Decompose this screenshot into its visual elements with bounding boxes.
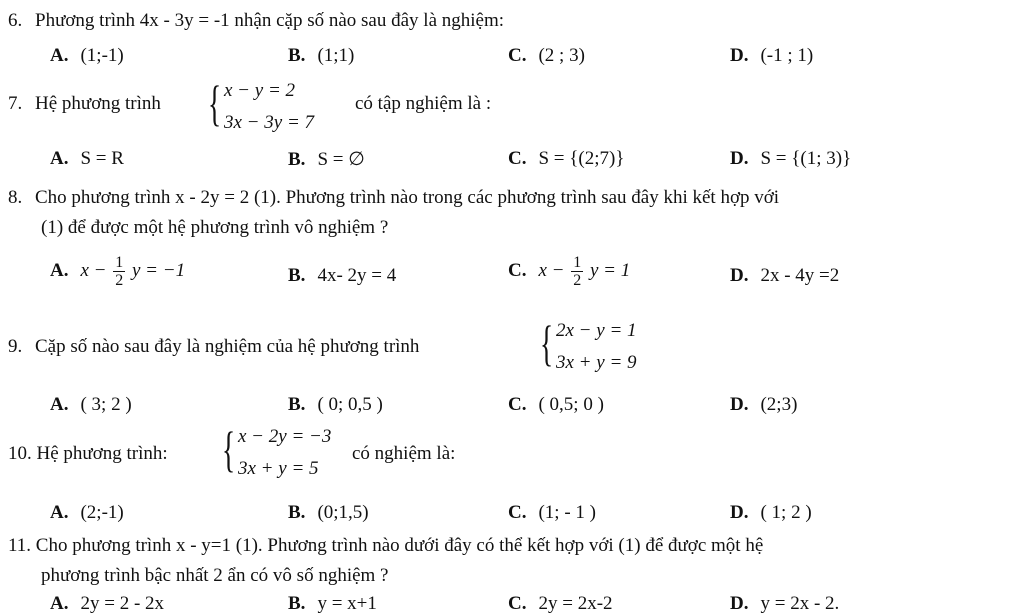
question-6: [8, 10, 504, 32]
question-number: 8.: [8, 187, 23, 208]
question-number: 6.: [8, 10, 23, 31]
question-number: 10.: [8, 443, 32, 464]
option-letter: A.: [50, 45, 69, 66]
q10-option-b: [288, 502, 369, 524]
option-text: 2y = 2 - 2x: [80, 593, 165, 614]
question-text-line-1: Cho phương trình x - y=1 (1). Phương trình nào dưới đây có thể kết hợp với (1) để được một hệ: [35, 535, 764, 556]
q8-option-d: [730, 265, 839, 287]
fraction-denominator: 2: [573, 272, 582, 289]
question-number: 9.: [8, 336, 23, 357]
option-letter: C.: [508, 148, 527, 169]
q7-trailing-text: có tập nghiệm là :: [355, 93, 492, 114]
option-letter: B.: [288, 149, 306, 170]
option-text: (1;-1): [80, 45, 124, 66]
q11-option-d: [730, 593, 839, 615]
question-text: Hệ phương trình:: [36, 443, 168, 464]
option-text: ( 1; 2 ): [760, 502, 812, 523]
q10-option-d: [730, 502, 812, 524]
option-letter: B.: [288, 394, 306, 415]
question-7: [8, 93, 161, 115]
option-text: S = {(2;7)}: [538, 148, 625, 169]
q7-option-d: [730, 148, 851, 170]
fraction-denominator: 2: [115, 272, 124, 289]
equation-1: 2x − y = 1: [556, 320, 637, 341]
option-text: (0;1,5): [317, 502, 369, 523]
q10-trailing-text: có nghiệm là:: [352, 443, 456, 464]
option-text: (-1 ; 1): [760, 45, 814, 66]
option-text: (2;-1): [80, 502, 124, 523]
option-letter: D.: [730, 45, 749, 66]
equation-2: 3x − 3y = 7: [224, 112, 315, 133]
option-letter: A.: [50, 502, 69, 523]
option-letter: D.: [730, 265, 749, 286]
q6-option-c: [508, 45, 585, 67]
question-text: Cặp số nào sau đây là nghiệm của hệ phương trình: [35, 336, 420, 357]
option-letter: B.: [288, 502, 306, 523]
option-letter: A.: [50, 148, 69, 169]
option-letter: C.: [508, 45, 527, 66]
question-number: 7.: [8, 93, 23, 114]
option-letter: B.: [288, 45, 306, 66]
equation-2: 3x + y = 9: [556, 352, 637, 373]
option-text: 2x - 4y =2: [760, 265, 840, 286]
option-letter: B.: [288, 593, 306, 614]
equation-2: 3x + y = 5: [238, 458, 319, 479]
option-text: 4x- 2y = 4: [317, 265, 397, 286]
brace-symbol: {: [208, 75, 222, 131]
fraction-numerator: 1: [115, 254, 124, 271]
q7-equation-system: [208, 75, 348, 138]
question-text-line-1: Cho phương trình x - 2y = 2 (1). Phương trình nào trong các phương trình sau đây khi kết hợp với: [35, 187, 780, 208]
q7-option-c: [508, 148, 624, 170]
brace-symbol: {: [222, 421, 236, 477]
option-text: (1; - 1 ): [538, 502, 596, 523]
q10-equation-system: [222, 421, 352, 484]
option-letter: A.: [50, 593, 69, 614]
option-letter: A.: [50, 394, 69, 415]
option-text: (2;3): [760, 394, 798, 415]
option-letter: D.: [730, 148, 749, 169]
question-text-line-2: (1) để được một hệ phương trình vô nghiệm ?: [41, 217, 389, 238]
option-letter: C.: [508, 394, 527, 415]
option-letter: A.: [50, 259, 69, 281]
fraction: [113, 254, 125, 289]
equation-1: x − y = 2: [224, 80, 296, 101]
expr-part: x −: [80, 259, 107, 281]
expr-part: y = 1: [590, 259, 631, 281]
question-10: [8, 443, 168, 465]
option-text: S = {(1; 3)}: [760, 148, 852, 169]
option-text: (1;1): [317, 45, 355, 66]
q7-option-b: [288, 148, 365, 171]
q6-option-b: [288, 45, 354, 67]
option-letter: B.: [288, 265, 306, 286]
expr-part: y = −1: [132, 259, 186, 281]
q9-option-a: [50, 394, 132, 416]
option-text: S = ∅: [317, 149, 365, 170]
q10-option-c: [508, 502, 596, 524]
q9-option-b: [288, 394, 383, 416]
option-text: 2y = 2x-2: [538, 593, 613, 614]
brace-symbol: {: [540, 315, 554, 371]
q11-option-b: [288, 593, 377, 615]
option-text: S = R: [80, 148, 124, 169]
q9-equation-system: [540, 315, 670, 378]
q6-option-a: [50, 45, 124, 67]
question-8: [8, 187, 779, 209]
option-text: (2 ; 3): [538, 45, 585, 66]
option-text: ( 0; 0,5 ): [317, 394, 383, 415]
option-letter: D.: [730, 394, 749, 415]
option-letter: C.: [508, 593, 527, 614]
option-letter: C.: [508, 502, 527, 523]
q8-option-c: [508, 254, 630, 289]
q10-option-a: [50, 502, 124, 524]
question-text: Phương trình 4x - 3y = -1 nhận cặp số nào sau đây là nghiệm:: [35, 10, 505, 31]
q9-option-d: [730, 394, 797, 416]
question-9: [8, 336, 419, 358]
question-number: 11.: [8, 535, 32, 556]
q7-option-a: [50, 148, 124, 170]
q6-option-d: [730, 45, 813, 67]
fraction: [571, 254, 583, 289]
option-text: ( 0,5; 0 ): [538, 394, 604, 415]
q8-option-b: [288, 265, 396, 287]
expr-part: x −: [538, 259, 565, 281]
question-11: [8, 535, 763, 557]
fraction-numerator: 1: [573, 254, 582, 271]
equation-1: x − 2y = −3: [238, 426, 332, 447]
question-text: Hệ phương trình: [35, 93, 161, 114]
option-text: y = x+1: [317, 593, 377, 614]
option-text: ( 3; 2 ): [80, 394, 132, 415]
q9-option-c: [508, 394, 604, 416]
question-text-line-2: phương trình bậc nhất 2 ẩn có vô số nghiệm ?: [41, 565, 389, 586]
option-letter: D.: [730, 593, 749, 614]
option-text: y = 2x - 2.: [760, 593, 840, 614]
q8-option-a: [50, 254, 185, 289]
option-letter: D.: [730, 502, 749, 523]
q11-option-c: [508, 593, 613, 615]
option-letter: C.: [508, 259, 527, 281]
q11-option-a: [50, 593, 164, 615]
